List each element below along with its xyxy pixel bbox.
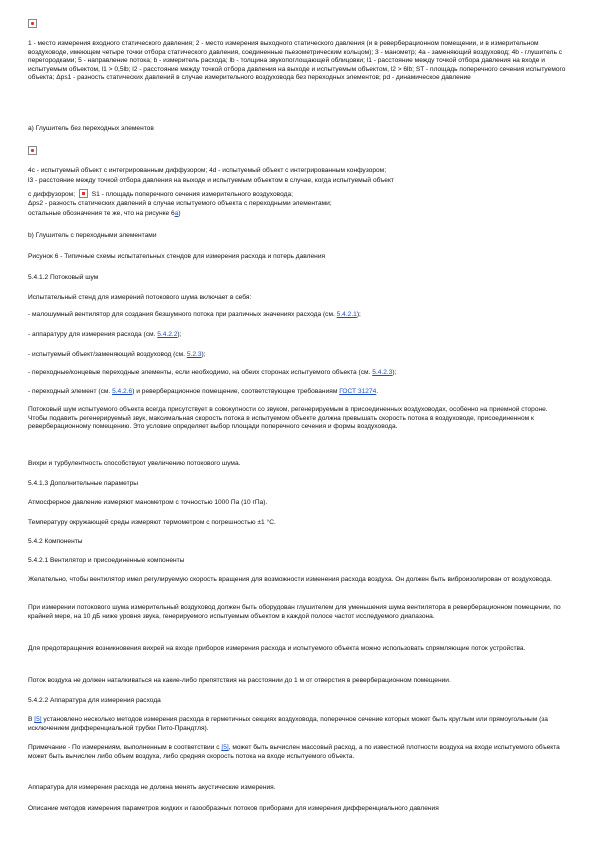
paragraph: Потоковый шум испытуемого объекта всегда присутствует в совокупности со звуком, регенерируемым в присоединенных воздуховодах, особенно на приемной стороне. Чтобы подавить регенерируемый звук, максимальная скорость потока в испытуемом объекте должна превышать скорость потока в воздуховоде, присоединенном к реверберационному помещению. Это условие определяет выбор площади поперечного сечения и формы воздуховода. [28, 406, 548, 431]
legend-text: с диффузором; [28, 191, 76, 198]
paragraph: Поток воздуха не должен наталкиваться на какие-либо препятствия на расстоянии до 1 м от отверстия в реверберационном помещении. [28, 677, 451, 684]
list-item [28, 369, 568, 378]
broken-image-icon [79, 189, 88, 198]
figure-b-legend-line: l3 - расстояние между точкой отбора давления на выходе и испытуемым объектом в случае, когда испытуемый объект [28, 177, 394, 184]
figure-b-caption: b) Глушитель с переходными элементами [28, 232, 157, 239]
section-link[interactable]: 5.4.2.1 [336, 311, 357, 318]
figure-caption: Рисунок 6 - Типичные схемы испытательных стендов для измерения расхода и потерь давления [28, 253, 326, 260]
figure-b-legend-line: Δps2 - разность статических давлений в случае испытуемого объекта с переходными элементами; [28, 200, 332, 207]
paragraph: Атмосферное давление измеряют манометром с точностью 1000 Па (10 гПа). [28, 499, 268, 506]
list-item-text: ) и реверберационное помещение, соответствующее требованиям [132, 388, 340, 395]
list-item-text: ); [177, 331, 182, 338]
list-item-text: . [376, 388, 379, 395]
section-heading: 5.4.2.1 Вентилятор и присоединенные компоненты [28, 557, 185, 564]
list-item-text: - малошумный вентилятор для создания безшумного потока при различных значениях расхода (см. [28, 311, 337, 318]
section-link[interactable]: 5.4.2.3 [372, 369, 393, 376]
list-item-text: ); [356, 311, 361, 318]
paragraph: Описание методов измерения параметров жидких и газообразных потоков приборами для измерения дифференциального давления [28, 805, 439, 812]
paragraph: Температуру окружающей среды измеряют термометром с погрешностью ±1 °С. [28, 519, 276, 526]
figure-a-caption: а) Глушитель без переходных элементов [28, 125, 154, 132]
paragraph-text: установлено несколько методов измерения расхода в герметичных секциях воздуховода, поперечное сечение которых может быть круглым или прямоугольным (за исключением дифференциальной трубки Пито-Прандтля). [28, 716, 548, 732]
paragraph [28, 716, 568, 733]
section-link[interactable]: 5.2.3 [186, 351, 202, 358]
reference-link[interactable]: [5] [34, 716, 42, 723]
paragraph-text: , может быть вычислен массовый расход, а по известной плотности воздуха на входе испытуемого объекта может быть вычислен либо объем воздуха, либо средняя скорость потока на входе испытуемого объекта. [28, 744, 560, 760]
list-item-text: ); [201, 351, 206, 358]
paragraph: Вихри и турбулентность способствуют увеличению потокового шума. [28, 460, 241, 467]
list-item-text: - переходный элемент (см. [28, 388, 113, 395]
list-item [28, 351, 568, 360]
figure-b-legend-line [28, 189, 568, 200]
figure-a-legend: 1 - место измерения входного статического давления; 2 - место измерения выходного статического давления (и в реверберационном помещении, и в измерительном воздуховоде, имеющем четыре точки отбора статического давления, соединенные пьезометрическим кольцом); 3 - манометр; 4a - заменяющий воздуховод; 4b - глушитель с перегородками; 5 - направление потока; b - измеритель расхода; lb - толщина звукопоглощающей облицовки; l1 - расстояние между точкой отбора давления на входе и испытуемым объектом, l1 > 0,5lb; l2 - расстояние между точкой отбора давления на выходе и испытуемым объектом, l2 > 6lb; ST - площадь поперечного сечения испытуемого объекта; Δps1 - разность статических давлений в случае измерительного воздуховода без переходных элементов; pd - динамическое давление [28, 40, 566, 82]
legend-text: ) [178, 210, 181, 217]
paragraph: Испытательный стенд для измерений потокового шума включает в себя: [28, 294, 252, 301]
reference-link[interactable]: [5] [221, 744, 229, 751]
section-link[interactable]: 5.4.2.6 [112, 388, 133, 395]
paragraph: Для предотвращения возникновения вихрей на входе приборов измерения расхода и испытуемого объекта можно использовать спрямляющие поток устройства. [28, 645, 526, 652]
legend-text: S1 - площадь поперечного сечения измерительного воздуховода; [91, 191, 293, 198]
section-link[interactable]: 5.4.2.2 [157, 331, 178, 338]
paragraph-text: Примечание - По измерениям, выполненным в соответствии с [28, 744, 222, 751]
section-heading: 5.4.1.2 Потоковый шум [28, 274, 99, 281]
list-item [28, 331, 568, 340]
list-item-text: - переходные/концевые переходные элементы, если необходимо, на обеих сторонах испытуемого объекта (см. [28, 369, 373, 376]
section-heading: 5.4.2.2 Аппаратура для измерения расхода [28, 697, 161, 704]
paragraph: При измерении потокового шума измерительный воздуховод должен быть оборудован глушителем для уменьшения шума вентилятора в реверберационном помещении, по крайней мере, на 10 дБ ниже уровня звука, генерируемого испытуемым объектом в каждой полосе частот исследуемого диапазона. [28, 604, 561, 620]
section-heading: 5.4.2 Компоненты [28, 538, 83, 545]
paragraph: Аппаратура для измерения расхода не должна менять акустические измерения. [28, 784, 276, 791]
paragraph: Желательно, чтобы вентилятор имел регулируемую скорость вращения для возможности изменения расхода воздуха. Он должен быть виброизолирован от воздуховода. [28, 576, 552, 583]
list-item-text: ); [392, 369, 397, 376]
list-item-text: - аппаратуру для измерения расхода (см. [28, 331, 158, 338]
broken-image-icon [28, 146, 37, 155]
list-item [28, 388, 568, 397]
figure-b-legend-line: 4c - испытуемый объект с интегрированным диффузором; 4d - испытуемый объект с интегрированным конфузором; [28, 167, 387, 174]
standard-link[interactable]: ГОСТ 31274 [339, 388, 377, 395]
list-item [28, 311, 568, 320]
broken-image-icon [28, 19, 37, 28]
note-paragraph [28, 744, 568, 761]
list-item-text: - испытуемый объект/заменяющий воздуховод (см. [28, 351, 187, 358]
figure-link[interactable]: а [174, 210, 179, 217]
legend-text: остальные обозначения те же, что на рисунке 6 [28, 210, 175, 217]
paragraph-text: В [28, 716, 35, 723]
section-heading: 5.4.1.3 Дополнительные параметры [28, 480, 139, 487]
figure-b-legend-line [28, 210, 568, 219]
